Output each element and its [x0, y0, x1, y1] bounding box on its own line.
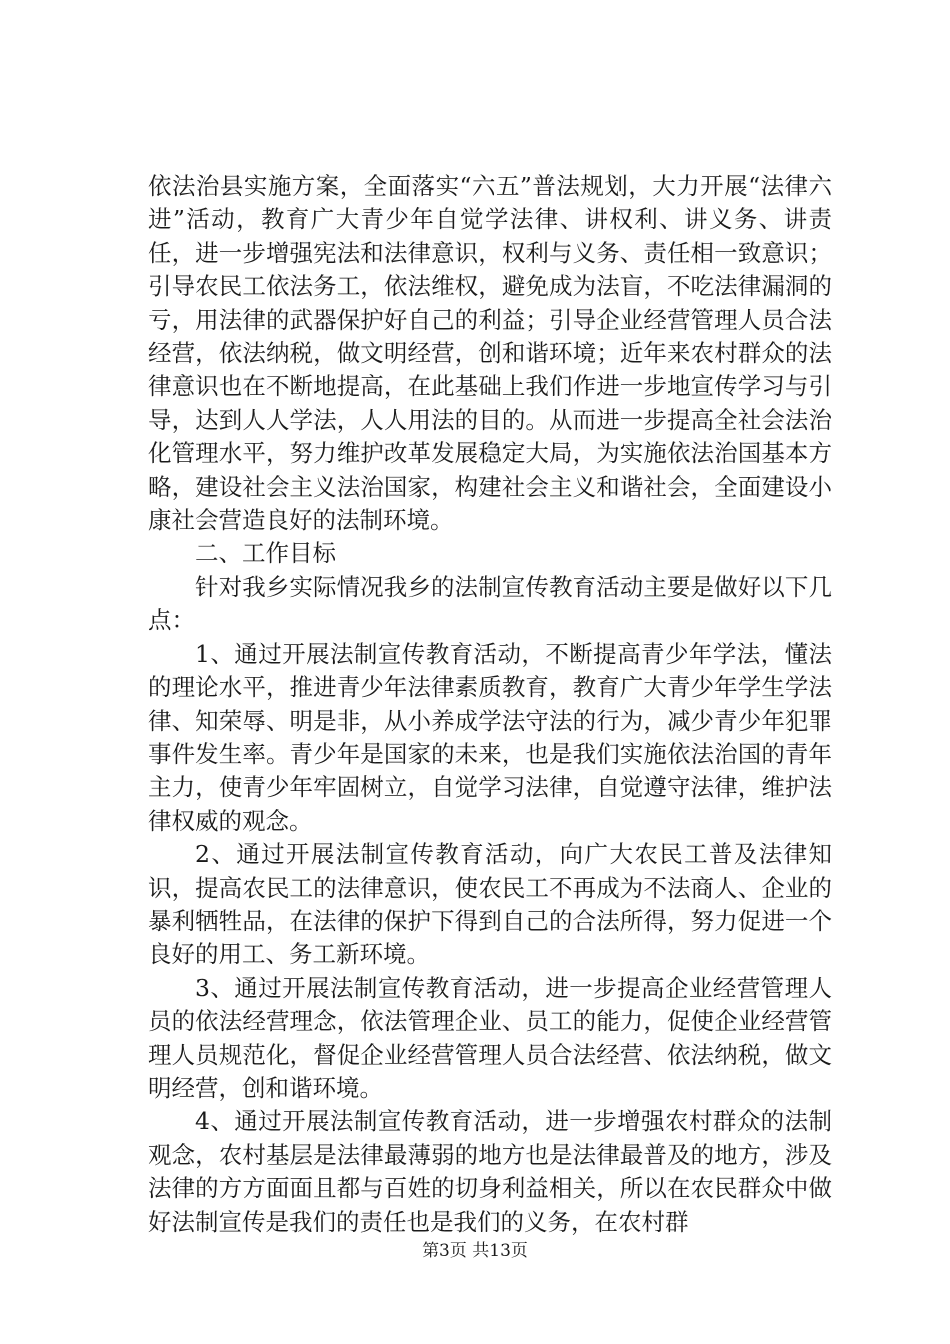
- paragraph-item-1: 1、通过开展法制宣传教育活动，不断提高青少年学法，懂法的理论水平，推进青少年法律素质教育，教育广大青少年学生学法律、知荣辱、明是非，从小养成学法守法的行为，减少青少年犯罪事件发生率。青少年是国家的未来，也是我们实施依法治国的青年主力，使青少年牢固树立，自觉学习法律，自觉遵守法律，维护法律权威的观念。: [148, 639, 832, 835]
- paragraph-continuation: 依法治县实施方案，全面落实“六五”普法规划，大力开展“法律六进”活动，教育广大青少年自觉学法律、讲权利、讲义务、讲责任，进一步增强宪法和法律意识，权利与义务、责任相一致意识；引导农民工依法务工，依法维权，避免成为法盲，不吃法律漏洞的亏，用法律的武器保护好自己的利益；引导企业经营管理人员合法经营，依法纳税，做文明经营，创和谐环境；近年来农村群众的法律意识也在不断地提高，在此基础上我们作进一步地宣传学习与引导，达到人人学法，人人用法的目的。从而进一步提高全社会法治化管理水平，努力维护改革发展稳定大局，为实施依法治国基本方略，建设社会主义法治国家，构建社会主义和谐社会，全面建设小康社会营造良好的法制环境。: [148, 172, 832, 535]
- paragraph-intro: 针对我乡实际情况我乡的法制宣传教育活动主要是做好以下几点：: [148, 572, 832, 635]
- paragraph-item-3: 3、通过开展法制宣传教育活动，进一步提高企业经营管理人员的依法经营理念，依法管理企业、员工的能力，促使企业经营管理人员规范化，督促企业经营管理人员合法经营、依法纳税，做文明经营，创和谐环境。: [148, 973, 832, 1102]
- paragraph-item-2: 2、通过开展法制宣传教育活动，向广大农民工普及法律知识，提高农民工的法律意识，使农民工不再成为不法商人、企业的暴利牺牲品，在法律的保护下得到自己的合法所得，努力促进一个良好的用工、务工新环境。: [148, 840, 832, 969]
- page-number-footer: 第3页 共13页: [422, 1241, 528, 1261]
- document-body: [148, 170, 832, 1239]
- section-heading-work-goals: 二、工作目标: [195, 539, 336, 568]
- paragraph-item-4: 4、通过开展法制宣传教育活动，进一步增强农村群众的法制观念，农村基层是法律最薄弱的地方也是法律最普及的地方，涉及法律的方方面面且都与百姓的切身利益相关，所以在农民群众中做好法制宣传是我们的责任也是我们的义务，在农村群: [148, 1107, 832, 1236]
